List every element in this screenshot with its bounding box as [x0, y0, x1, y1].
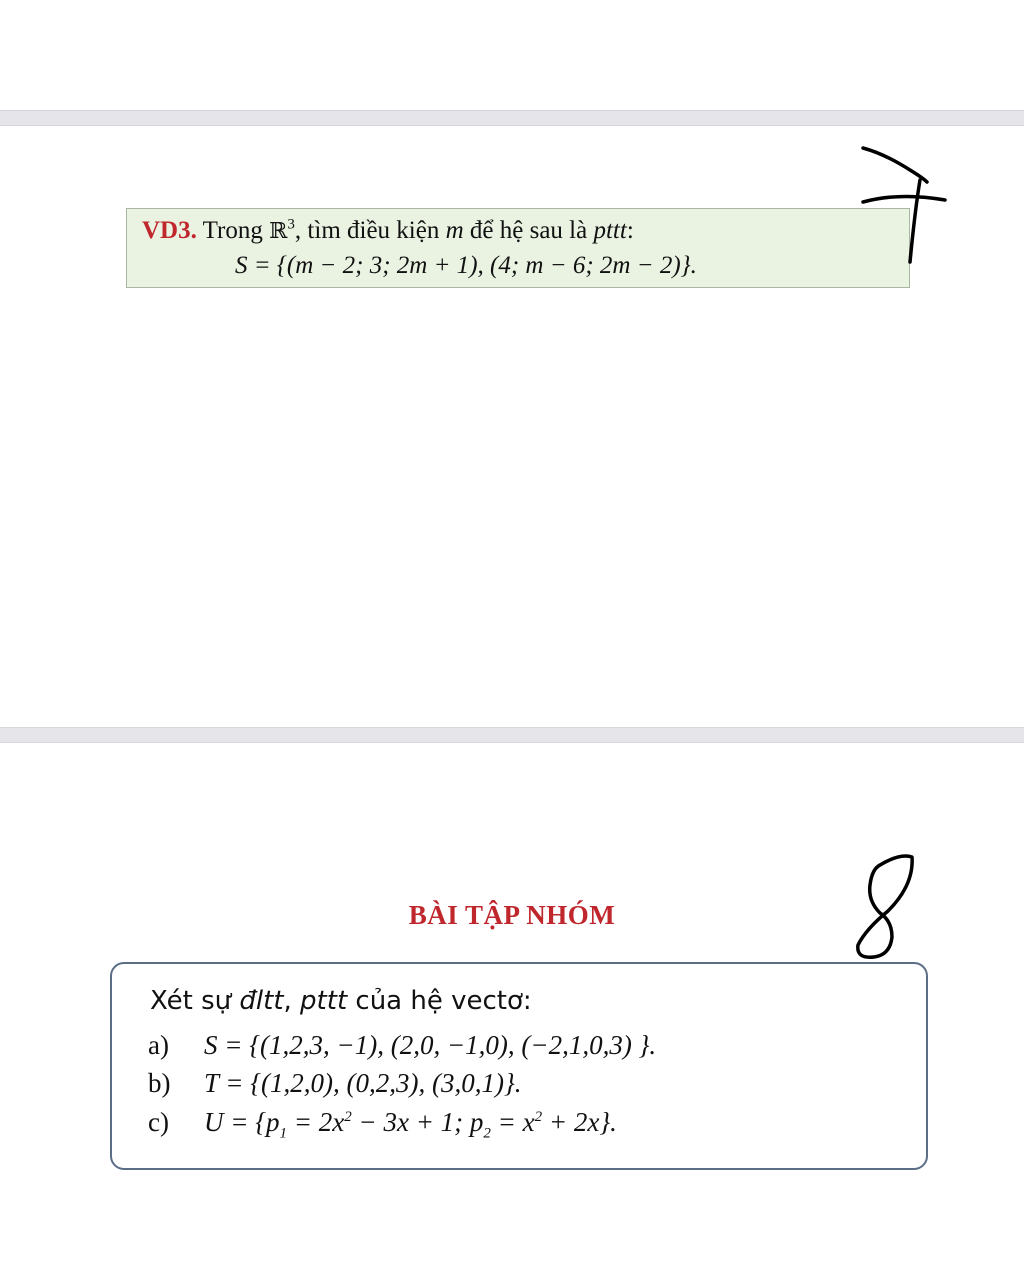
variable-m: m — [445, 217, 464, 244]
exercise-item-c — [148, 1107, 617, 1142]
exercise-item-b — [148, 1068, 522, 1099]
subscript: 1 — [279, 1125, 288, 1142]
text-segment: = x — [490, 1107, 535, 1137]
term-dltt: đltt — [239, 986, 284, 1016]
item-label: a) — [148, 1030, 169, 1060]
text-segment: Xét sự — [150, 986, 240, 1016]
item-label: c) — [148, 1107, 169, 1137]
example-label: VD3. — [142, 217, 197, 244]
slide-separator — [0, 110, 1024, 126]
subscript: 2 — [483, 1125, 491, 1142]
example-box — [126, 208, 910, 288]
text-segment: của hệ vectơ: — [347, 986, 532, 1016]
handwritten-slide-number-7 — [855, 140, 955, 270]
text-segment: = 2x — [287, 1107, 345, 1137]
exponent: 2 — [344, 1109, 352, 1125]
term-pttt: pttt — [593, 217, 627, 244]
slide-separator — [0, 727, 1024, 743]
exponent: 3 — [287, 216, 295, 233]
term-pttt: pttt — [300, 986, 348, 1016]
item-label: b) — [148, 1068, 171, 1098]
text-segment: Trong — [196, 217, 270, 244]
text-segment: : — [626, 217, 634, 244]
text-segment: , — [283, 986, 301, 1016]
text-segment: U = {p — [204, 1107, 280, 1137]
item-expression — [204, 1107, 617, 1142]
section-title: BÀI TẬP NHÓM — [408, 900, 616, 930]
exponent: 2 — [534, 1109, 543, 1125]
text-segment: để hệ sau là — [463, 217, 594, 244]
item-expression: T = {(1,2,0), (0,2,3), (3,0,1)}. — [204, 1068, 522, 1098]
text-segment: − 3x + 1; p — [351, 1107, 484, 1137]
exercise-box — [110, 962, 928, 1170]
item-expression: S = {(1,2,3, −1), (2,0, −1,0), (−2,1,0,3) }. — [204, 1030, 657, 1060]
exercise-intro — [150, 986, 532, 1016]
text-segment: + 2x}. — [542, 1107, 617, 1137]
real-space-symbol: ℝ — [269, 219, 288, 244]
text-segment: , tìm điều kiện — [294, 217, 446, 244]
example-statement — [142, 217, 634, 245]
set-expression: S = {(m − 2; 3; 2m + 1), (4; m − 6; 2m − 2)}. — [235, 252, 697, 279]
exercise-item-a — [148, 1030, 656, 1061]
